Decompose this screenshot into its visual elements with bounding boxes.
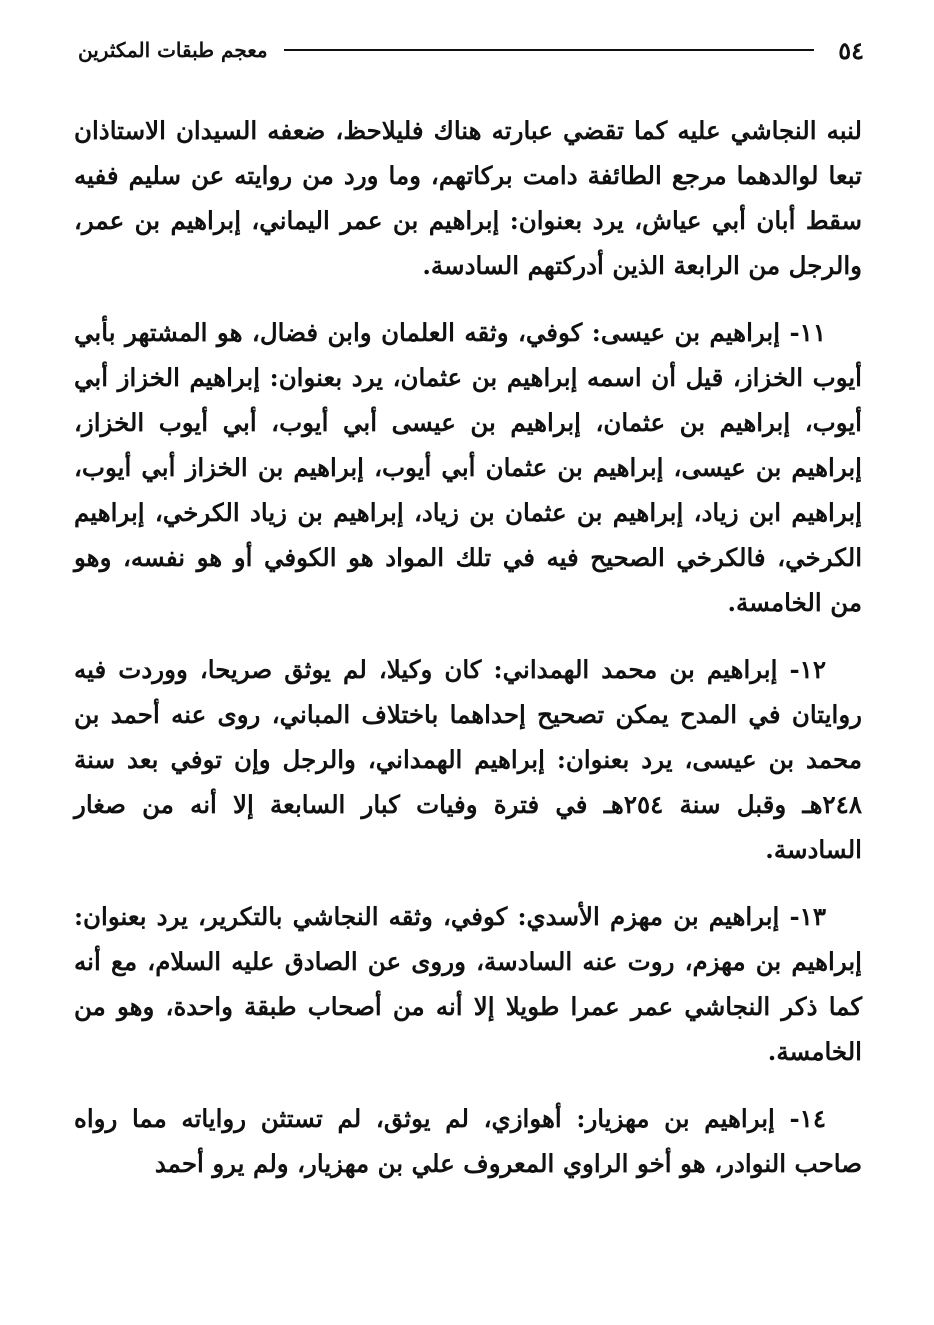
entry-12 [74, 647, 862, 872]
paragraph-continuation [74, 108, 862, 288]
entry-heading: ١٢- إبراهيم بن محمد الهمداني: [493, 655, 826, 684]
body-text [74, 108, 862, 1208]
entry-heading: ١٣- إبراهيم بن مهزم الأسدي: [517, 902, 826, 931]
page-header [78, 30, 864, 70]
paragraph-text: لنبه النجاشي عليه كما تقضي عبارته هناك فليلاحظ، ضعفه السيدان الاستاذان تبعا لوالدهما مرجع الطائفة دامت بركاتهم، وما ورد من روايته عن سليم ففيه سقط أبان أبي عياش، يرد بعنوان: إبراهيم بن عمر اليماني، إبراهيم بن عمر، والرجل من [74, 116, 862, 280]
running-title: معجم طبقات المكثرين [78, 38, 268, 62]
paragraph-text: كان وكيلا، لم يوثق صريحا، ووردت فيه روايتان في المدح يمكن تصحيح إحداهما باختلاف المباني، روى عنه أحمد بن محمد بن عيسى، يرد بعنوان: إبراهيم الهمداني، والرجل وإن توفي بعد سنة ٢٤٨هـ وقبل سنة ٢٥٤هـ في فترة وفيات كبار السابعة إلا أنه من [74, 655, 862, 819]
page-number: ٥٤ [838, 35, 864, 65]
paragraph-text: أهوازي، لم يوثق، لم تستثن رواياته مما رواه صاحب النوادر، هو أخو الراوي المعروف علي بن مهزيار، ولم يرو أحمد [74, 1104, 862, 1178]
entry-11 [74, 310, 862, 625]
paragraph-text: ، يرد بعنوان: إبراهيم الخزاز أبي أيوب، إبراهيم بن عثمان، إبراهيم بن عيسى أبي أيوب، أبي أيوب الخزاز، إبراهيم بن عيسى، إبراهيم بن عثمان أبي أيوب، إبراهيم بن الخزاز أبي أيوب، إبراهيم ابن زياد، إبراهيم بن عثمان بن زياد، إبراهيم بن زياد الكرخي، إبراهيم الكرخي، فالكرخي الصحيح فيه في تلك المواد هو الكوفي أو هو نفسه، وهو من [74, 363, 862, 617]
paragraph-text: كوفي، وثقه النجاشي بالتكرير، يرد بعنوان: إبراهيم بن مهزم، روت عنه السادسة، وروى عن الصادق عليه السلام، مع أنه كما ذكر النجاشي عمر عمرا طويلا إلا أنه من أصحاب طبقة واحدة، وهو من [74, 902, 862, 1021]
entry-heading: ١١- إبراهيم بن عيسى: [591, 318, 826, 347]
paragraph-bold-text: الخامسة. [727, 588, 822, 617]
paragraph-bold-text: الرابعة الذين أدركتهم السادسة. [422, 251, 740, 280]
entry-13 [74, 894, 862, 1074]
header-rule [284, 49, 815, 51]
paragraph-bold-text: الخامسة. [767, 1037, 862, 1066]
paragraph-bold-text: صغار السادسة. [74, 790, 862, 864]
entry-heading: ١٤- إبراهيم بن مهزيار: [576, 1104, 826, 1133]
entry-14 [74, 1096, 862, 1186]
paragraph-bold-text: إبراهيم بن عثمان [400, 363, 578, 392]
paragraph-text: كوفي، وثقه العلمان وابن فضال، هو المشتهر بأبي أيوب الخزاز، قيل أن اسمه [74, 318, 862, 392]
